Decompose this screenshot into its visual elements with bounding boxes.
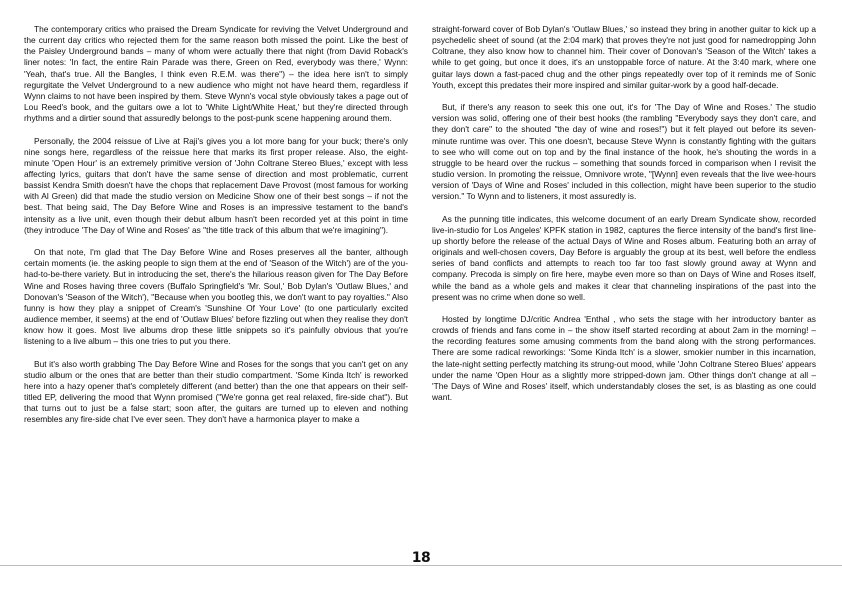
paragraph: The contemporary critics who praised the Dream Syndicate for reviving the Velvet Underground and the current day critics who rejected them for the same reason both missed the point. Like the best of the Paisley Underground bands – many of whom were actually there that night (from David Roback's liner notes: 'In fact, the entire Rain Parade was there, Green on Red, everybody was there,' Wynn: 'Yeah, that's true. All the Bangles, I think even R.E.M. was there'') – the idea here isn't to simply regurgitate the Velvet Underground to a new audience who might not have heard them, regardless if Wynn claims to not have been inspired by them. Steve Wynn's vocal style obviously takes a page out of Lou Reed's book, and the guitars owe a lot to 'White Light/White Heat,' but they're directed through rhythms and a dirtier sound that assuredly belongs to the post-punk scene happening around them. bbox=[24, 24, 408, 124]
left-column bbox=[24, 24, 408, 437]
paragraph: Hosted by longtime DJ/critic Andrea 'Enthal , who sets the stage with her introductory banter as crowds of friends and fans come in – the show itself started recording at about 2am in the morning! – the recording features some amusing comments from the band along with the strong performances. There are some radical reworkings: 'Some Kinda Itch' is a slower, smokier number in this incarnation, the late-night setting perfectly matching its strung-out mood, while 'John Coltrane Stereo Blues' appears under the name 'Open Hour as a slightly more stripped-down jam. Other things don't change at all – 'The Days of Wine and Roses' itself, which understandably closes the set, is as blasting as one could want. bbox=[432, 314, 817, 403]
page-number: 18 bbox=[411, 550, 431, 566]
paragraph: But it's also worth grabbing The Day Before Wine and Roses for the songs that you can't get on any studio album or the ones that are better than their studio compartment. 'Some Kinda Itch' is reworked here into a hazy opener that's completely different (and better) than the one that appears on their self-titled EP, delivering the mood that Wynn promised ("We're gonna get real relaxed, fire-side chat"). But that turns out to just be a false start; soon after, the guitars are turned up to eleven and nothing resembles any fire-side chat I've ever seen. They don't have a harmonica player to make a bbox=[24, 358, 408, 425]
paragraph: As the punning title indicates, this welcome document of an early Dream Syndicate show, recorded live-in-studio for Los Angeles' KPFK station in 1982, captures the fierce intensity of the band's first line-up shortly before the release of the actual Days of Wine and Roses album. Featuring both an array of originals and well-chosen covers, Day Before is arguably the group at its best, well before the endless series of band conflicts and attempts to reach too far too fast slowly ground away at Wynn and company. Precoda is simply on fire here, maybe even more so than on Days of Wine and Roses itself, while the band as a whole gels and makes it clear that channeling inspirations of the past into the present was no crime when done so well. bbox=[432, 213, 816, 302]
paragraph: straight-forward cover of Bob Dylan's 'Outlaw Blues,' so instead they bring in another guitar to kick up a psychedelic sheet of sound (at the 2:04 mark) that proves they're not just good for namedropping John Coltrane, they also know how to channel him. Their cover of Donovan's 'Season of the Witch' takes a while to get going, but once it does, it's an unstoppable force of nature. At the 3:40 mark, where one guitar lays down a fast-paced chug and the other pings repeatedly over top of it reminds me of Sonic Youth, except this predates their more inspired and similar guitar-work by a good half-decade. bbox=[432, 24, 816, 90]
footer-divider bbox=[0, 565, 842, 566]
paragraph: On that note, I'm glad that The Day Before Wine and Roses preserves all the banter, although certain moments (ie. the asking people to sign them at the end of 'Season of the Witch') are of the you-had-to-be-there variety. But in introducing the set, there's the hilarious reason given for The Day Before Wine and Roses having three covers (Buffalo Springfield's 'Mr. Soul,' Bob Dylan's 'Outlaw Blues,' and Donovan's 'Season of the Witch'), "Because when you bootleg this, we don't want to pay royalties." Also funny is how they play a snippet of Cream's 'Sunshine Of Your Love' (to one particularly excited audience member, it seems) at the end of 'Outlaw Blues' before fizzling out when they realise they don't know how it goes. Most live albums drop these little snippets so it's painfully obvious that you're listening to a live album – this one tries to put you there. bbox=[24, 247, 408, 347]
paragraph: Personally, the 2004 reissue of Live at Raji's gives you a lot more bang for your buck; there's only nine songs here, regardless of the reissue here that marks its first proper release. Also, the eight-minute 'Open Hour' is an extremely primitive version of 'John Coltrane Stereo Blues,' except with less affecting lyrics, guitars that don't have the same sense of direction and most problematic, current bassist Kendra Smith doesn't have the chops that replacement Dave Provost (most famous for working with Al Green) did that made the studio version on Medicine Show one of their best songs – if not the best. That being said, The Day Before Wine and Roses is an impressive testament to the band's intensity as a live unit, even though their debut album hasn't been recorded yet at this point in time (they introduce 'The Day of Wine and Roses' as "the title track of this album that we're imagining"). bbox=[24, 135, 408, 235]
right-column bbox=[432, 24, 816, 414]
paragraph: But, if there's any reason to seek this one out, it's for 'The Day of Wine and Roses.' The studio version was solid, offering one of their best hooks (the rambling "Everybody says they don't care, and they don't care" to the shouted "the day of wine and roses!") but it felt played out before its seven-minute runtime was over. This one doesn't, because Steve Wynn is constantly fighting with the guitars to see who will come out on top and by the final instance of the hook, he's shouting the words in a struggle to be heard over the ruckus – something that sounds forced in comparison when I revisit the studio version. In promoting the reissue, Omnivore wrote, "[Wynn] even reveals that the live wee-hours version of 'Days of Wine and Roses' included in this collection, might have been superior to the studio version." To Wynn and to listeners, it most assuredly is. bbox=[432, 102, 816, 202]
